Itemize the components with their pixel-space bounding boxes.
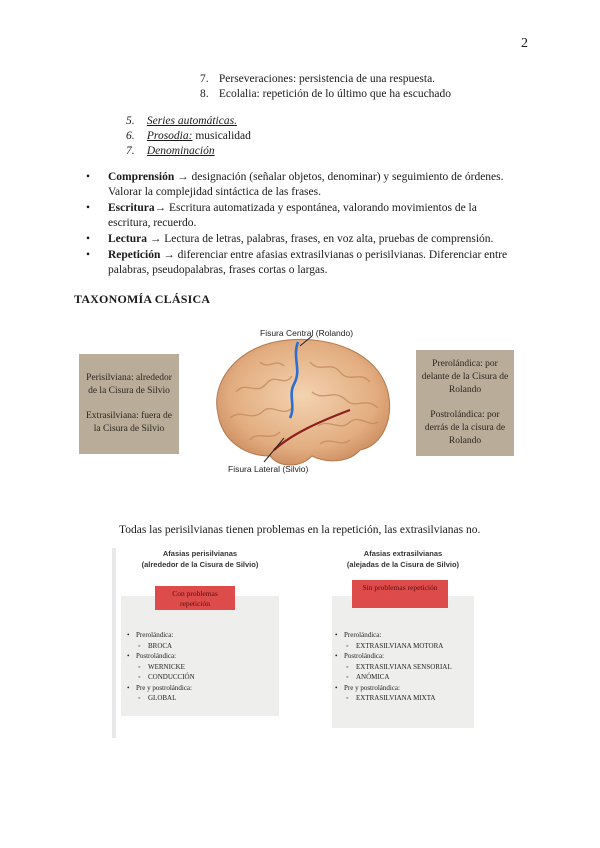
list-item: 8. Ecolalia: repetición de lo último que ha escuchado <box>200 88 452 100</box>
brain-illustration <box>200 322 400 482</box>
tree-leaf: ◦ EXTRASILVIANA MIXTA <box>334 693 474 704</box>
repetition-badge: Con problemas repetición <box>155 586 235 610</box>
bullet-icon: • <box>86 233 91 245</box>
brain-figure <box>200 322 400 482</box>
tree-category: • Pre y postrolándica: <box>126 683 276 694</box>
definition-text: Postrolándica: por derrás de la cisura de Rolando <box>424 410 506 446</box>
fissure-label-top: Fisura Central (Rolando) <box>260 328 354 338</box>
tree-leaf: ◦ EXTRASILVIANA MOTORA <box>334 641 474 652</box>
definition-text: Prerolándica: por delante de la Cisura de Rolando <box>421 359 509 395</box>
italic-numbered-list <box>126 114 251 159</box>
aphasia-tree-left <box>126 630 276 704</box>
page-number: 2 <box>521 36 528 51</box>
tree-category: • Prerolándica: <box>126 630 276 641</box>
repetition-badge: Sin problemas repetición <box>352 580 448 608</box>
bullet-icon: • <box>86 202 91 214</box>
caption-text: Todas las perisilvianas tienen problemas en la repetición, las extrasilvianas no. <box>119 524 481 536</box>
bullet-item: • Comprensión → designación (señalar objetos, denominar) y seguimiento de órdenes. Valorar la complejidad sintáctica de las frases. <box>86 171 504 198</box>
fissure-label-bottom: Fisura Lateral (Silvio) <box>228 464 309 474</box>
bullet-item: • Escritura→ Escritura automatizada y espontánea, valorando movimientos de la escritura, recuerdo. <box>86 202 477 229</box>
bullet-item: • Repetición → diferenciar entre afasias extrasilvianas o perisilvianas. Diferenciar entre palabras, pseudopalabras, frases cortas o largas. <box>86 249 508 276</box>
tree-category: • Prerolándica: <box>334 630 474 641</box>
section-heading: TAXONOMÍA CLÁSICA <box>74 292 211 306</box>
list-item: 7. Perseveraciones: persistencia de una respuesta. <box>200 73 436 85</box>
panel-title-right: Afasias extrasilvianas (alejadas de la Cisura de Silvio) <box>346 549 460 569</box>
tree-leaf: ◦ ANÓMICA <box>334 672 474 683</box>
list-item: 6. Prosodia: musicalidad <box>126 130 251 142</box>
numbered-sublist <box>200 72 451 102</box>
prerolandic-definition-box <box>416 350 514 456</box>
brain-shape <box>217 339 390 465</box>
tree-category: • Postrolándica: <box>126 651 276 662</box>
tree-leaf: ◦ GLOBAL <box>126 693 276 704</box>
definition-text: Perisilviana: alrededor de la Cisura de Silvio <box>86 373 172 396</box>
panel-edge <box>112 548 116 738</box>
tree-leaf: ◦ BROCA <box>126 641 276 652</box>
tree-category: • Pre y postrolándica: <box>334 683 474 694</box>
tree-leaf: ◦ EXTRASILVIANA SENSORIAL <box>334 662 474 673</box>
list-item: 5. Series automáticas. <box>126 115 237 127</box>
definition-text: Extrasilviana: fuera de la Cisura de Silvio <box>86 411 172 434</box>
bullet-item: • Lectura → Lectura de letras, palabras, frases, en voz alta, pruebas de comprensión. <box>86 233 494 245</box>
tree-category: • Postrolándica: <box>334 651 474 662</box>
tree-leaf: ◦ CONDUCCIÓN <box>126 672 276 683</box>
panel-title-left: Afasias perisilvianas (alrededor de la Cisura de Silvio) <box>141 549 259 569</box>
list-item: 7. Denominación <box>126 145 215 157</box>
bullet-icon: • <box>86 249 91 261</box>
tree-leaf: ◦ WERNICKE <box>126 662 276 673</box>
bullet-list <box>82 170 522 279</box>
aphasia-tree-right <box>334 630 474 704</box>
bullet-icon: • <box>86 171 91 183</box>
perisilvian-definition-box <box>79 354 179 454</box>
